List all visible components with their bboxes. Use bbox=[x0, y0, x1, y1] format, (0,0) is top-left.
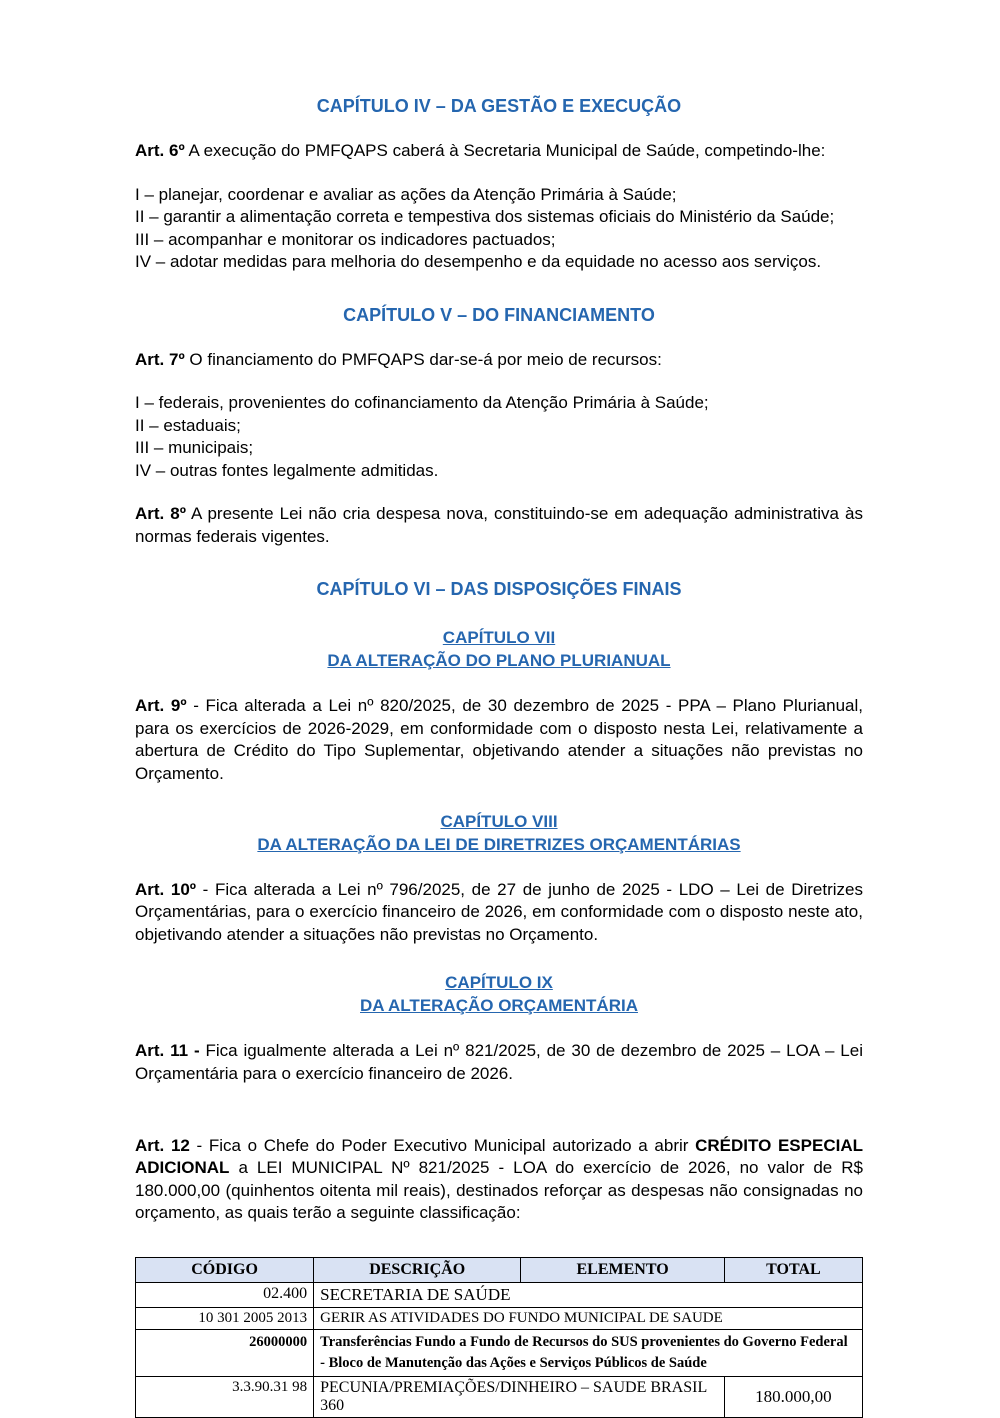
article-12-text2: a LEI MUNICIPAL Nº 821/2025 - LOA do exercício de 2026, no valor de R$ 180.000,00 (quinhentos oitenta mil reais), destinados reforçar as despesas não consignadas no orçamento, as quais terão a seguinte classificação: bbox=[135, 1158, 863, 1223]
row-code: 02.400 bbox=[136, 1282, 314, 1307]
article-7-label: Art. 7º bbox=[135, 349, 185, 369]
list-item: IV – outras fontes legalmente admitidas. bbox=[135, 460, 439, 480]
chapter-5-heading: CAPÍTULO V – DO FINANCIAMENTO bbox=[343, 304, 655, 325]
chapter-4-heading: CAPÍTULO IV – DA GESTÃO E EXECUÇÃO bbox=[316, 96, 682, 116]
article-11-paragraph bbox=[135, 1040, 863, 1085]
article-10-label: Art. 10º bbox=[135, 879, 197, 899]
row-total-value: 180.000,00 bbox=[724, 1376, 862, 1417]
article-6-paragraph bbox=[135, 140, 863, 162]
chapter-8-line1: CAPÍTULO VIII bbox=[440, 812, 558, 832]
table-row-pecunia bbox=[136, 1376, 863, 1417]
column-header-descricao: DESCRIÇÃO bbox=[314, 1257, 521, 1282]
article-7-text: O financiamento do PMFQAPS dar-se-á por meio de recursos: bbox=[189, 349, 662, 369]
article-7-items bbox=[135, 392, 863, 482]
article-6-label: Art. 6º bbox=[135, 141, 185, 161]
article-8-label: Art. 8º bbox=[135, 504, 186, 524]
article-12-label: Art. 12 bbox=[135, 1135, 190, 1155]
article-9-label: Art. 9º bbox=[135, 696, 187, 716]
chapter-9-heading bbox=[135, 972, 863, 1018]
chapter-8-heading bbox=[135, 811, 863, 857]
chapter-7-heading bbox=[135, 627, 863, 673]
row-description: PECUNIA/PREMIAÇÕES/DINHEIRO – SAUDE BRASIL 360 bbox=[314, 1376, 725, 1417]
article-9-paragraph bbox=[135, 695, 863, 785]
column-header-total: TOTAL bbox=[724, 1257, 862, 1282]
article-8-paragraph bbox=[135, 503, 863, 548]
column-header-codigo: CÓDIGO bbox=[136, 1257, 314, 1282]
article-6-text: A execução do PMFQAPS caberá à Secretaria Municipal de Saúde, competindo-lhe: bbox=[188, 141, 826, 161]
column-header-elemento: ELEMENTO bbox=[521, 1257, 725, 1282]
list-item: II – garantir a alimentação correta e tempestiva dos sistemas oficiais do Ministério da Saúde; bbox=[135, 207, 835, 227]
table-row-transferencias bbox=[136, 1329, 863, 1376]
list-item: III – acompanhar e monitorar os indicadores pactuados; bbox=[135, 229, 556, 249]
table-row-gerir bbox=[136, 1307, 863, 1329]
row-description: GERIR AS ATIVIDADES DO FUNDO MUNICIPAL DE SAUDE bbox=[314, 1307, 863, 1329]
row-description: Transferências Fundo a Fundo de Recursos do SUS provenientes do Governo Federal - Bloco de Manutenção das Ações e Serviços Públicos de Saúde bbox=[314, 1329, 863, 1376]
row-description: SECRETARIA DE SAÚDE bbox=[314, 1282, 863, 1307]
article-6-items bbox=[135, 184, 863, 274]
chapter-9-line1: CAPÍTULO IX bbox=[445, 973, 553, 993]
article-12-text1: - Fica o Chefe do Poder Executivo Municipal autorizado a abrir bbox=[196, 1135, 689, 1155]
article-11-text: Fica igualmente alterada a Lei nº 821/2025, de 30 de dezembro de 2025 – LOA – Lei Orçamentária para o exercício financeiro de 2026. bbox=[135, 1041, 863, 1083]
list-item: I – federais, provenientes do cofinanciamento da Atenção Primária à Saúde; bbox=[135, 393, 709, 413]
chapter-6-heading: CAPÍTULO VI – DAS DISPOSIÇÕES FINAIS bbox=[316, 579, 682, 600]
chapter-8-line2: DA ALTERAÇÃO DA LEI DE DIRETRIZES ORÇAMENTÁRIAS bbox=[257, 834, 741, 854]
article-10-text: - Fica alterada a Lei nº 796/2025, de 27 de junho de 2025 - LDO – Lei de Diretrizes Orçamentárias, para o exercício financeiro de 2026, em conformidade com o disposto neste ato, objetivando atender a situações não previstas no Orçamento. bbox=[135, 879, 863, 944]
article-9-text: - Fica alterada a Lei nº 820/2025, de 30 dezembro de 2025 - PPA – Plano Plurianual, para os exercícios de 2026-2029, em conformidade com o disposto nesta Lei, relativamente a abertura de Crédito do Tipo Suplementar, objetivando atender a situações não previstas no Orçamento. bbox=[135, 696, 863, 783]
list-item: IV – adotar medidas para melhoria do desempenho e da equidade no acesso aos serviços. bbox=[135, 252, 822, 272]
table-row-secretaria bbox=[136, 1282, 863, 1307]
article-12-bold-run: CRÉDITO ESPECIAL ADICIONAL bbox=[135, 1135, 863, 1178]
list-item: II – estaduais; bbox=[135, 415, 241, 435]
chapter-7-line1: CAPÍTULO VII bbox=[442, 628, 556, 648]
article-7-paragraph bbox=[135, 349, 863, 371]
row-code: 10 301 2005 2013 bbox=[136, 1307, 314, 1329]
article-10-paragraph bbox=[135, 879, 863, 946]
row-code: 3.3.90.31 98 bbox=[136, 1376, 314, 1417]
article-12-paragraph bbox=[135, 1135, 863, 1225]
list-item: III – municipais; bbox=[135, 438, 254, 458]
article-11-label: Art. 11 - bbox=[135, 1041, 200, 1061]
list-item: I – planejar, coordenar e avaliar as ações da Atenção Primária à Saúde; bbox=[135, 184, 677, 204]
chapter-9-line2: DA ALTERAÇÃO ORÇAMENTÁRIA bbox=[360, 996, 638, 1016]
budget-table-header-row bbox=[136, 1257, 863, 1282]
chapter-7-line2: DA ALTERAÇÃO DO PLANO PLURIANUAL bbox=[327, 651, 671, 671]
row-code: 26000000 bbox=[136, 1329, 314, 1376]
article-8-text: A presente Lei não cria despesa nova, constituindo-se em adequação administrativa às normas federais vigentes. bbox=[135, 504, 863, 546]
budget-table bbox=[135, 1257, 863, 1418]
